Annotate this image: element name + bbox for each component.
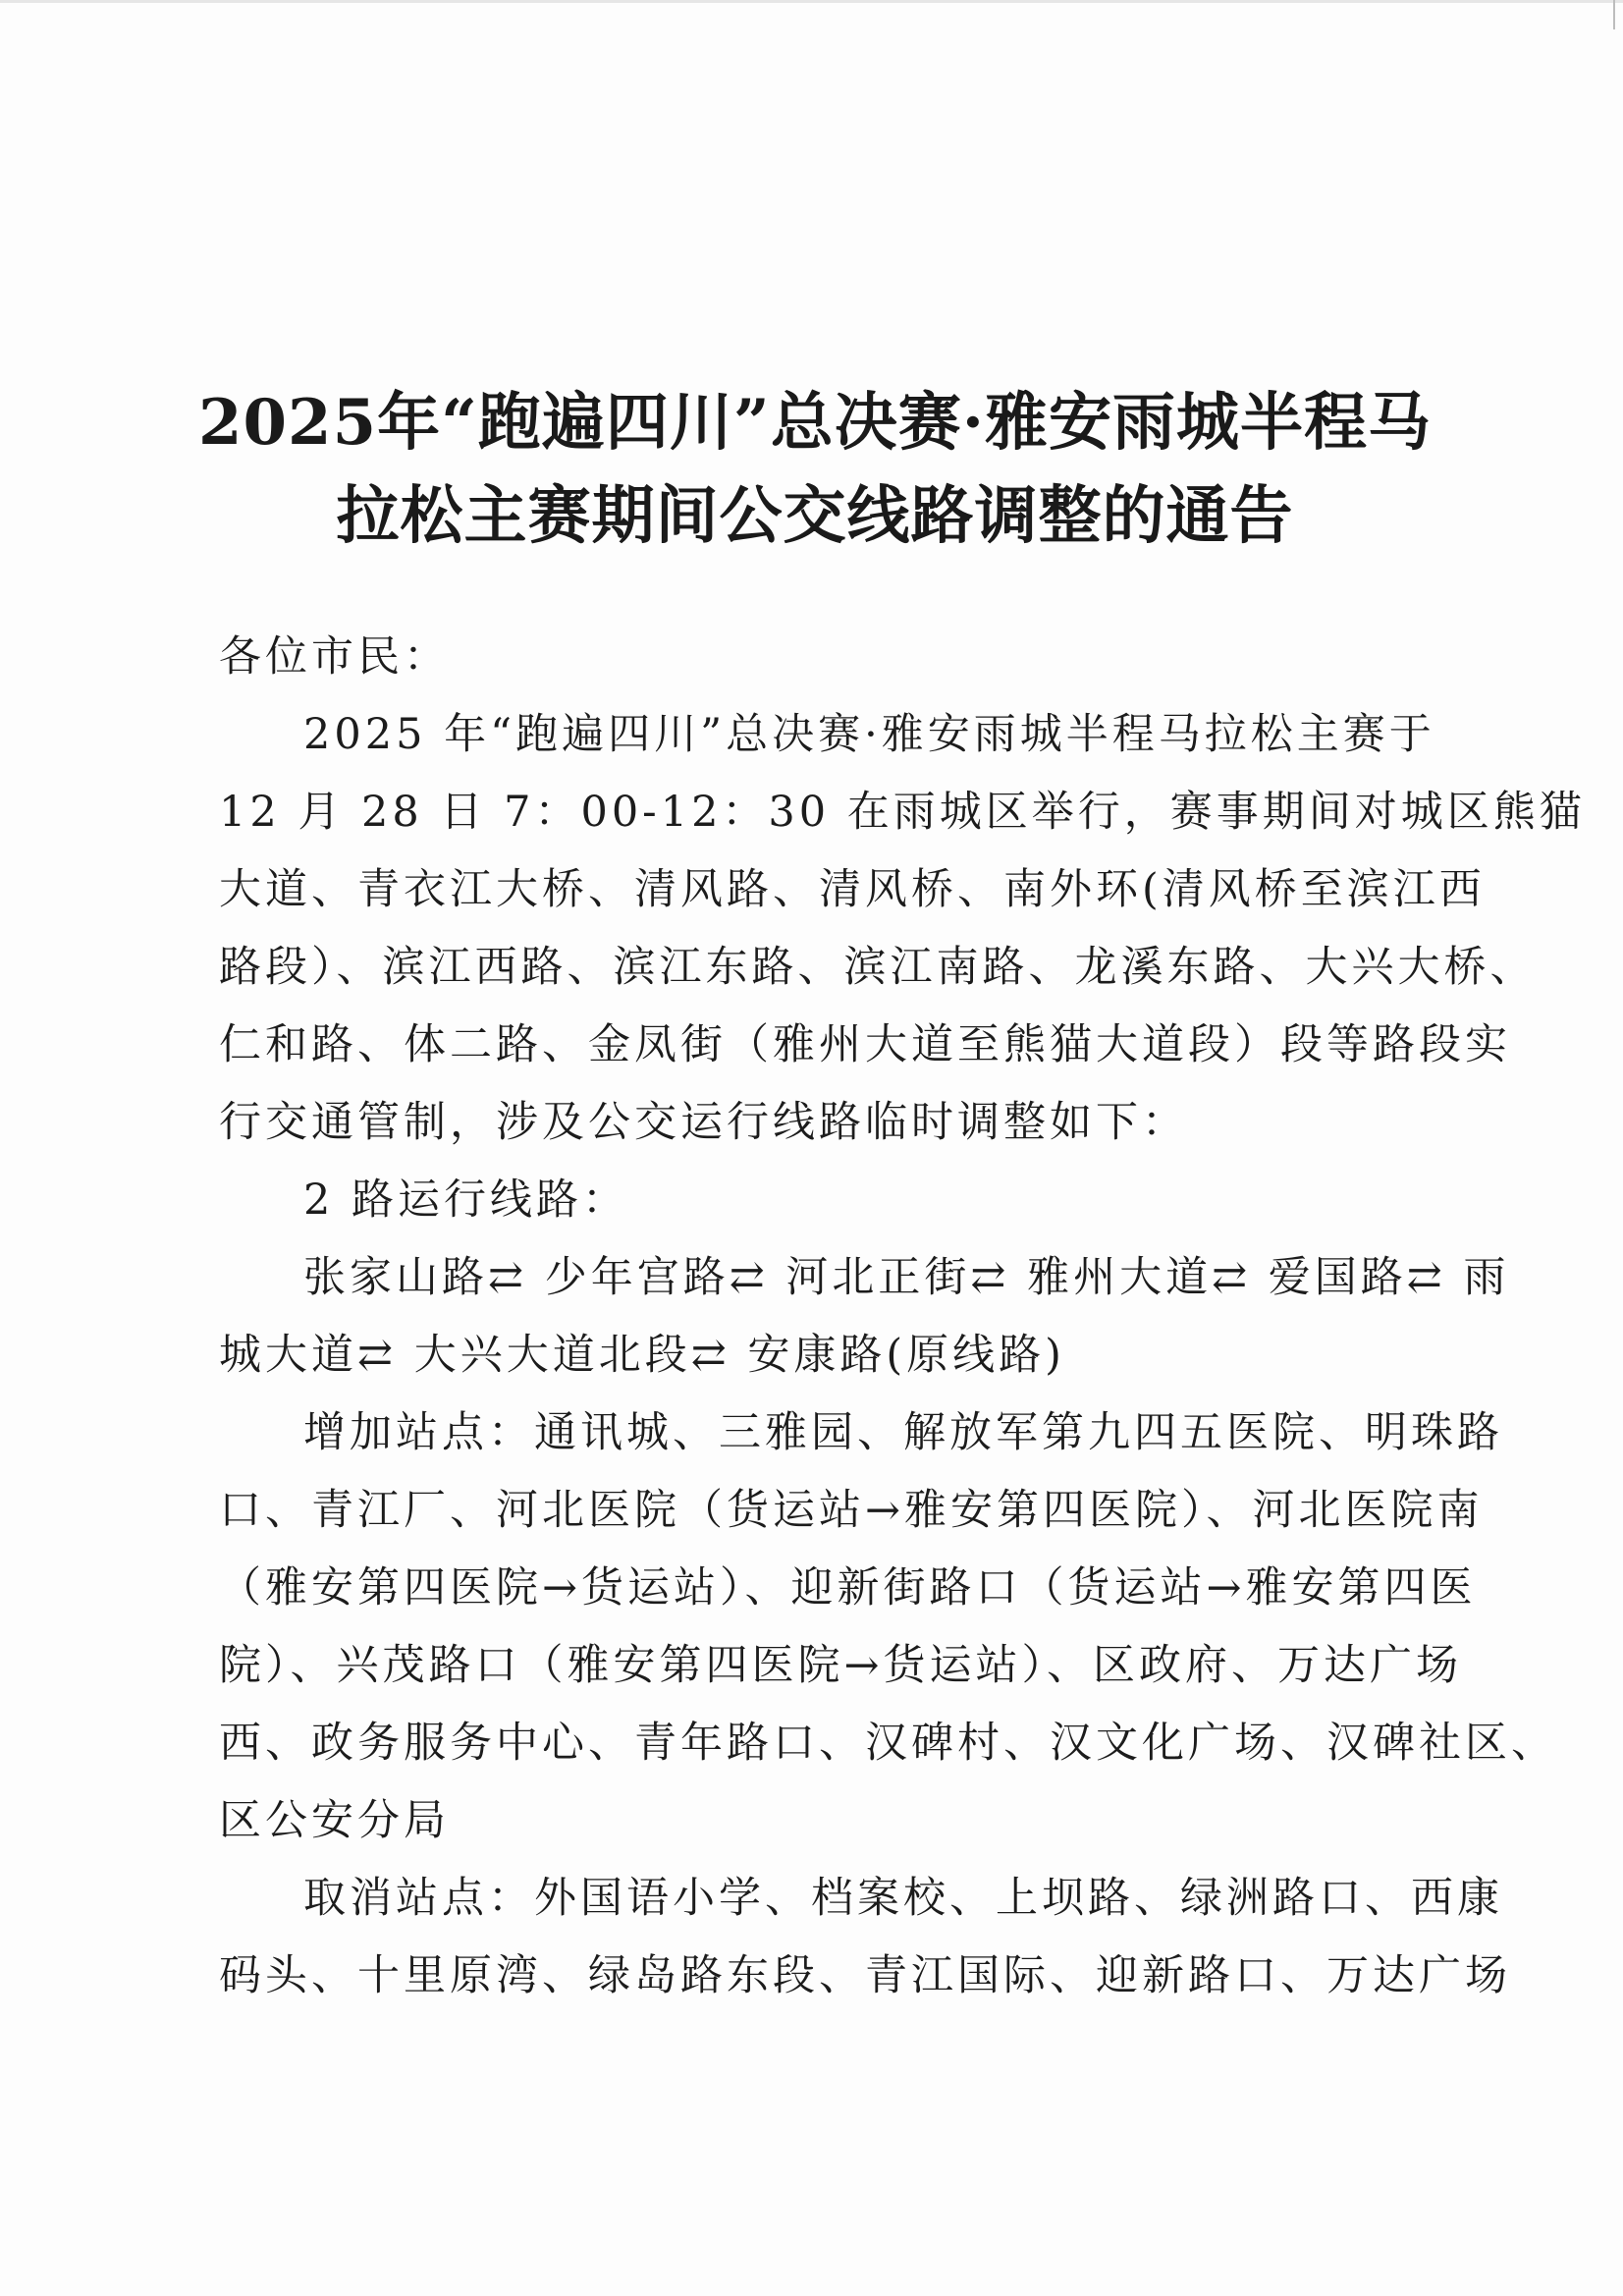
cancelled-stops-line: 码头、十里原湾、绿岛路东段、青江国际、迎新路口、万达广场: [219, 1951, 1511, 2000]
notice-title: [177, 376, 1453, 563]
added-stops-line: （雅安第四医院→货运站）、迎新街路口（货运站→雅安第四医: [219, 1563, 1477, 1613]
route-2-heading: [219, 1162, 1422, 1239]
route-path-line: 城大道⇄ 大兴大道北段⇄ 安康路(原线路): [219, 1331, 1065, 1380]
scan-edge-top: [0, 0, 1623, 3]
added-stops-line: 口、青江厂、河北医院（货运站→雅安第四医院）、河北医院南: [219, 1486, 1484, 1535]
route-2-path: [219, 1239, 1510, 1394]
cancelled-stops: [219, 1860, 1511, 2015]
route-2-heading-text: 2 路运行线路：: [303, 1175, 629, 1225]
added-stops-line: 院）、兴茂路口（雅安第四医院→货运站）、区政府、万达广场: [219, 1641, 1463, 1690]
intro-line: 大道、青衣江大桥、清风路、清风桥、南外环(清风桥至滨江西: [219, 865, 1486, 914]
intro-line: 行交通管制，涉及公交运行线路临时调整如下：: [219, 1098, 1188, 1147]
intro-paragraph: [219, 696, 1586, 1162]
title-line-2: 拉松主赛期间公交线路调整的通告: [336, 479, 1294, 553]
added-stops-line: 区公安分局: [219, 1796, 450, 1845]
added-stops: [219, 1394, 1557, 1860]
notice-body: [219, 619, 1586, 2015]
intro-line: 路段）、滨江西路、滨江东路、滨江南路、龙溪东路、大兴大桥、: [219, 943, 1537, 992]
salutation: 各位市民：: [219, 632, 450, 682]
intro-line: 2025 年“跑遍四川”总决赛·雅安雨城半程马拉松主赛于: [303, 710, 1435, 759]
scan-edge-right: [1613, 0, 1615, 29]
added-stops-line: 西、政务服务中心、青年路口、汉碑村、汉文化广场、汉碑社区、: [219, 1719, 1557, 1768]
intro-line: 12 月 28 日 7：00-12：30 在雨城区举行，赛事期间对城区熊猫: [219, 788, 1586, 837]
route-path-line: 张家山路⇄ 少年宫路⇄ 河北正街⇄ 雅州大道⇄ 爱国路⇄ 雨: [303, 1253, 1510, 1302]
added-stops-line: 增加站点：通讯城、三雅园、解放军第九四五医院、明珠路: [303, 1408, 1503, 1457]
intro-line: 仁和路、体二路、金凤街（雅州大道至熊猫大道段）段等路段实: [219, 1020, 1511, 1069]
title-line-1: 2025年“跑遍四川”总决赛·雅安雨城半程马: [197, 386, 1433, 460]
cancelled-stops-line: 取消站点：外国语小学、档案校、上坝路、绿洲路口、西康: [303, 1874, 1503, 1923]
